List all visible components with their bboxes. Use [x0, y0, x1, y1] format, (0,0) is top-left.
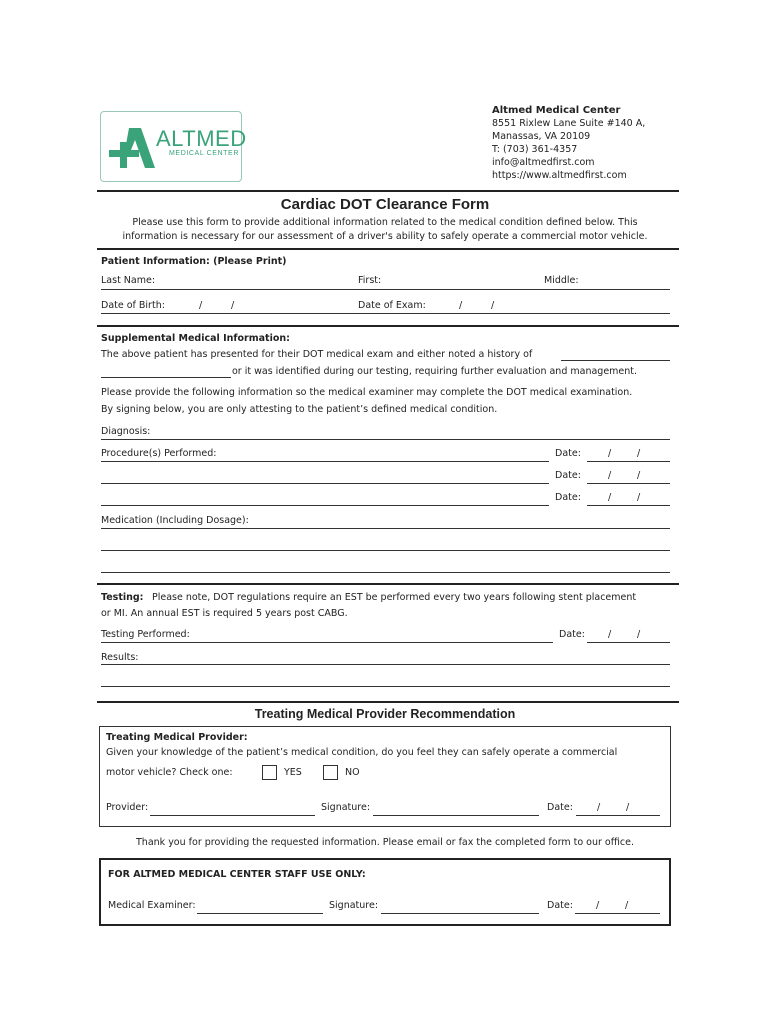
testing-date-field[interactable] [587, 642, 670, 643]
intro-line-2: information is necessary for our assessment of a driver's ability to safely operate a commercial motor vehicle. [122, 231, 648, 242]
provider-signature-label: Signature: [321, 802, 371, 813]
results-field-2[interactable] [101, 686, 670, 687]
staff-date-slash-1: / [596, 900, 600, 911]
medication-label: Medication (Including Dosage): [101, 515, 249, 526]
procedure-field-3[interactable] [101, 505, 549, 506]
results-label: Results: [101, 652, 139, 663]
dob-exam-date-field[interactable] [101, 313, 670, 314]
testing-label: Testing: [101, 592, 144, 603]
staff-date-slash-2: / [625, 900, 629, 911]
testing-note-2: or MI. An annual EST is required 5 years post CABG. [101, 608, 348, 619]
testing-date-slash-2: / [637, 629, 641, 640]
supplemental-heading: Supplemental Medical Information: [101, 333, 290, 344]
medication-field-3[interactable] [101, 572, 670, 573]
exam-date-slash-1: / [459, 300, 463, 311]
procedure-date-field-2[interactable] [587, 483, 670, 484]
address-line-2: Manassas, VA 20109 [492, 131, 591, 142]
procedure-date-field-3[interactable] [587, 505, 670, 506]
recommendation-heading: Treating Medical Provider Recommendation [254, 707, 516, 721]
history-field[interactable] [561, 360, 670, 361]
dob-label: Date of Birth: [101, 300, 165, 311]
phone: T: (703) 361-4357 [492, 144, 578, 155]
section-divider [97, 248, 679, 250]
procedure-date-2-slash-1: / [608, 470, 612, 481]
staff-date-field[interactable] [575, 913, 660, 914]
provider-box [99, 726, 671, 827]
provider-question-2: motor vehicle? Check one: [106, 767, 233, 778]
procedure-date-3-slash-1: / [608, 492, 612, 503]
medical-examiner-label: Medical Examiner: [108, 900, 196, 911]
medication-field-2[interactable] [101, 550, 670, 551]
yes-checkbox[interactable] [262, 765, 277, 780]
procedures-label: Procedure(s) Performed: [101, 448, 217, 459]
medication-field-1[interactable] [101, 528, 670, 529]
patient-info-heading: Patient Information: (Please Print) [101, 256, 287, 267]
no-label: NO [345, 767, 360, 778]
intro-line-1: Please use this form to provide additional information related to the medical condition defined below. This [132, 217, 638, 228]
exam-date-slash-2: / [491, 300, 495, 311]
diagnosis-label: Diagnosis: [101, 426, 151, 437]
procedure-date-2-slash-2: / [637, 470, 641, 481]
last-name-label: Last Name: [101, 275, 156, 286]
results-field-1[interactable] [101, 664, 670, 665]
staff-signature-label: Signature: [329, 900, 379, 911]
provider-question-1: Given your knowledge of the patient’s medical condition, do you feel they can safely operate a commercial [106, 747, 618, 758]
diagnosis-field[interactable] [101, 439, 670, 440]
provider-date-slash-2: / [626, 802, 630, 813]
supplemental-line-1: The above patient has presented for their DOT medical exam and either noted a history of [101, 349, 533, 360]
testing-date-label: Date: [559, 629, 585, 640]
staff-use-box [99, 858, 671, 926]
email-link[interactable]: info@altmedfirst.com [492, 157, 595, 168]
testing-note-1: Please note, DOT regulations require an EST be performed every two years following stent placement [152, 592, 637, 603]
provider-label: Provider: [106, 802, 149, 813]
altmed-cross-icon [107, 126, 157, 170]
testing-date-slash-1: / [608, 629, 612, 640]
staff-signature-field[interactable] [381, 913, 539, 914]
no-checkbox[interactable] [323, 765, 338, 780]
exam-date-label: Date of Exam: [358, 300, 426, 311]
procedure-date-label-2: Date: [555, 470, 581, 481]
header-divider [97, 190, 679, 192]
provider-date-field[interactable] [576, 815, 660, 816]
provider-signature-field[interactable] [373, 815, 539, 816]
first-name-label: First: [358, 275, 382, 286]
address-line-1: 8551 Rixlew Lane Suite #140 A, [492, 118, 646, 129]
testing-performed-field[interactable] [101, 642, 553, 643]
supplemental-line-4: By signing below, you are only attesting to the patient’s defined medical condition. [101, 404, 498, 415]
testing-performed-label: Testing Performed: [101, 629, 190, 640]
dob-slash-1: / [199, 300, 203, 311]
procedure-date-label-3: Date: [555, 492, 581, 503]
thanks-note: Thank you for providing the requested information. Please email or fax the completed form to our office. [136, 837, 634, 848]
provider-date-label: Date: [547, 802, 573, 813]
procedure-date-3-slash-2: / [637, 492, 641, 503]
supplemental-line-3: Please provide the following information so the medical examiner may complete the DOT medical examination. [101, 387, 633, 398]
provider-box-heading: Treating Medical Provider: [106, 732, 248, 743]
logo-subtitle: MEDICAL CENTER [169, 150, 239, 157]
logo-brand: ALTMED [156, 126, 247, 151]
procedure-date-1-slash-2: / [637, 448, 641, 459]
staff-heading: FOR ALTMED MEDICAL CENTER STAFF USE ONLY: [108, 869, 366, 880]
provider-field[interactable] [150, 815, 315, 816]
middle-name-label: Middle: [544, 275, 579, 286]
procedure-field-1[interactable] [101, 461, 549, 462]
supplemental-line-2: or it was identified during our testing, requiring further evaluation and management. [232, 366, 638, 377]
staff-date-label: Date: [547, 900, 573, 911]
altmed-logo [100, 111, 247, 182]
procedure-date-1-slash-1: / [608, 448, 612, 459]
patient-name-field[interactable] [101, 289, 670, 290]
procedure-field-2[interactable] [101, 483, 549, 484]
dob-slash-2: / [231, 300, 235, 311]
procedure-date-field-1[interactable] [587, 461, 670, 462]
section-divider [97, 325, 679, 327]
form-title: Cardiac DOT Clearance Form [280, 196, 490, 213]
section-divider [97, 701, 679, 703]
website-link[interactable]: https://www.altmedfirst.com [492, 170, 627, 181]
medical-examiner-field[interactable] [197, 913, 323, 914]
condition-field[interactable] [101, 377, 231, 378]
org-name: Altmed Medical Center [492, 105, 621, 116]
provider-date-slash-1: / [597, 802, 601, 813]
procedure-date-label-1: Date: [555, 448, 581, 459]
section-divider [97, 583, 679, 585]
yes-label: YES [284, 767, 302, 778]
